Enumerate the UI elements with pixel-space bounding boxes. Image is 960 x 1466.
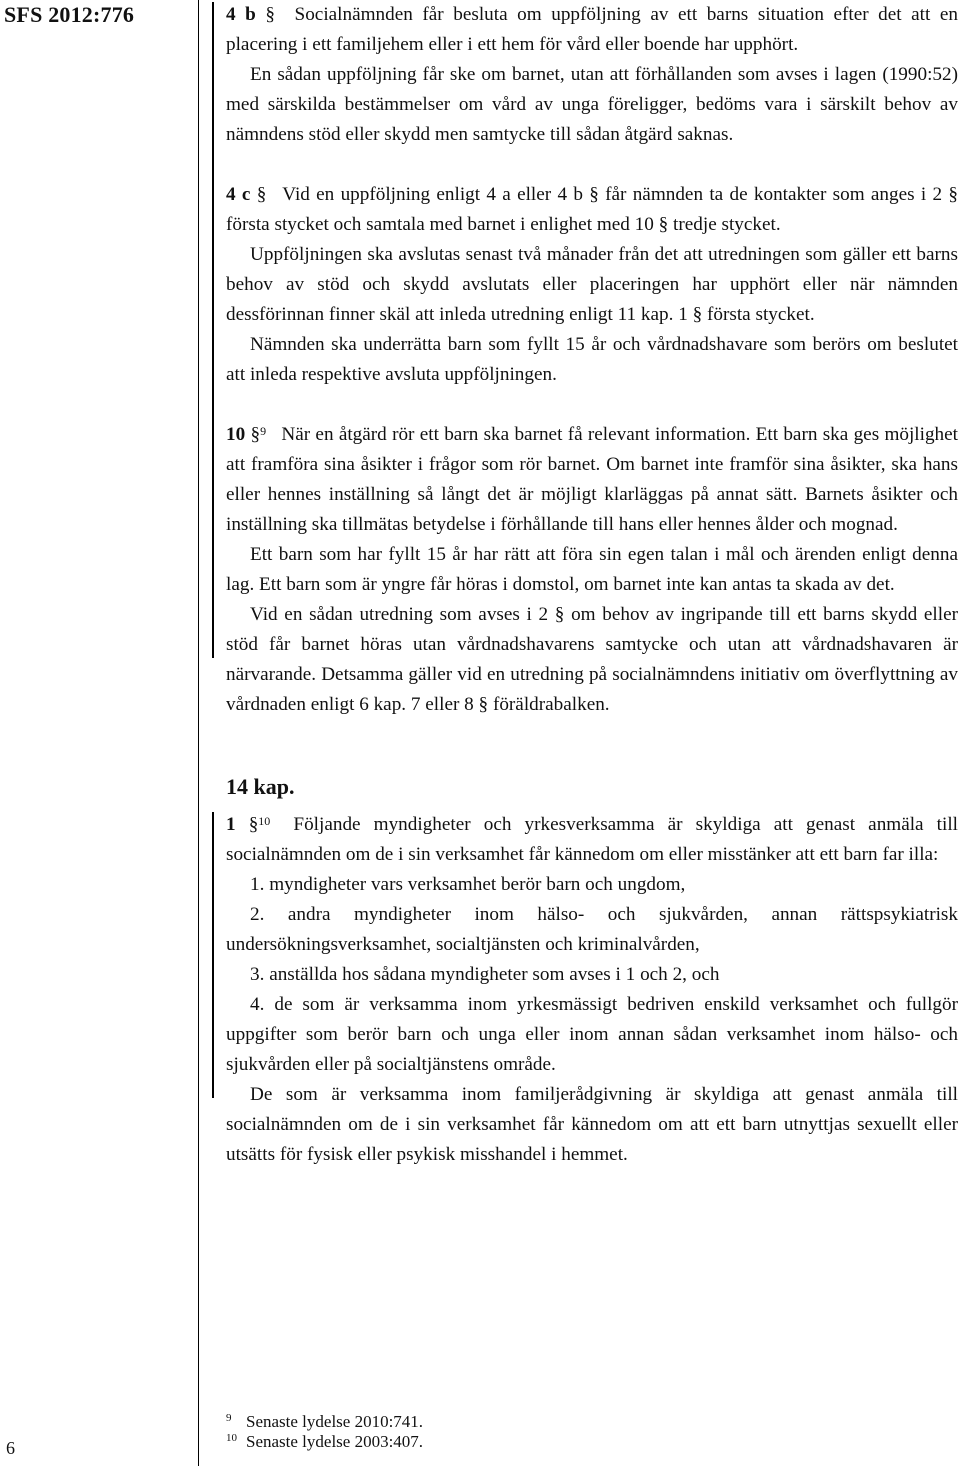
paragraph-text: Följande myndigheter och yrkesverksamma är skyldiga att genast anmäla till socialnämnden om de i sin verksamhet får kännedom om eller misstänker att ett barn far illa:: [226, 814, 959, 865]
section-sign: §: [265, 4, 275, 25]
paragraph-text: Vid en uppföljning enligt 4 a eller 4 b § får nämnden ta de kontakter som anges i 2 § första stycket och samtala med barnet i enlighet med 10 § tredje stycket.: [226, 184, 958, 235]
change-bar: [212, 2, 214, 198]
list-item: 2. andra myndigheter inom hälso- och sjukvården, annan rättspsykiatrisk undersökningsverksamhet, socialtjänsten och kriminalvården,: [226, 904, 958, 955]
section-1-paragraph-1: [226, 810, 958, 870]
section-4b: [226, 0, 958, 150]
section-sign: §: [256, 184, 267, 205]
paragraph-text: När en åtgärd rör ett barn ska barnet få relevant information. Ett barn ska ges möjlighet att framföra sina åsikter i frågor som rör barnet. Om barnet inte framför sina åsikter, ska hans eller hennes inställning så långt det är möjligt klarläggas på annat sätt. Barnets åsikter och inställning ska tillmätas betydelse i förhållande till hans eller hennes ålder och mognad.: [226, 424, 959, 535]
section-sign: §: [250, 424, 261, 445]
section-4b-paragraph-1: [226, 0, 958, 60]
section-number: 1: [226, 814, 236, 835]
sfs-header: SFS 2012:776: [4, 2, 135, 27]
footnote-number: 10: [226, 1432, 237, 1444]
chapter-title: 14 kap.: [226, 774, 295, 799]
section-number: 10: [226, 424, 246, 445]
section-number: 4 c: [226, 184, 251, 205]
section-10-paragraph-1: [226, 420, 958, 540]
list-item: 3. anställda hos sådana myndigheter som avses i 1 och 2, och: [250, 964, 720, 985]
list-item: 1. myndigheter vars verksamhet berör barn och ungdom,: [250, 874, 686, 895]
section-4c-paragraph-2: Uppföljningen ska avslutas senast två månader från det att utredningen som gäller ett barns behov av stöd och skydd avslutats eller placeringen har upphört eller när nämnden dessförinnan finner skäl att inleda utredning enligt 11 kap. 1 § första stycket.: [226, 244, 958, 325]
section-4c-paragraph-1: [226, 180, 958, 240]
section-4c-paragraph-3: Nämnden ska underrätta barn som fyllt 15 år och vårdnadshavare som berörs om beslutet att inleda respektive avsluta uppföljningen.: [226, 334, 958, 385]
main-content: [226, 0, 958, 1170]
footnote-text: Senaste lydelse 2003:407.: [246, 1432, 424, 1451]
footnote-ref: 10: [258, 814, 271, 828]
footnote: [226, 1432, 926, 1452]
section-4b-paragraph-2: En sådan uppföljning får ske om barnet, utan att förhållanden som avses i lagen (1990:52) med särskilda bestämmelser om vård av unga föreligger, bedöms vara i särskilt behov av nämndens stöd eller skydd men samtycke till sådan åtgärd saknas.: [226, 64, 958, 145]
section-4c: [226, 180, 958, 390]
section-10: [226, 420, 958, 720]
section-sign: §: [248, 814, 259, 835]
section-10-paragraph-3: Vid en sådan utredning som avses i 2 § om behov av ingripande till ett barns skydd eller stöd får barnet höras utan vårdnadshavarens samtycke och utan att vårdnadshavaren är närvarande. Detsamma gäller vid en utredning på socialnämndens initiativ om överflyttning av vårdnaden enligt 6 kap. 7 eller 8 § föräldrabalken.: [226, 604, 958, 715]
list-item: 4. de som är verksamma inom yrkesmässigt bedriven enskild verksamhet och fullgör uppgifter som berör barn och unga eller inom annan sådan verksamhet inom hälso- och sjukvården eller på socialtjänstens område.: [226, 994, 958, 1075]
change-bar: [212, 812, 214, 1098]
section-1-paragraph-2: De som är verksamma inom familjerådgivning är skyldiga att genast anmäla till socialnämnden om de i sin verksamhet får kännedom om att ett barn utnyttjas sexuellt eller utsätts för fysisk eller psykisk misshandel i hemmet.: [226, 1084, 958, 1165]
section-number: 4 b: [226, 4, 256, 25]
footnote-ref: 9: [260, 424, 267, 438]
footnotes: [226, 1412, 926, 1452]
margin-rule: [198, 0, 199, 1466]
paragraph-text: Socialnämnden får besluta om uppföljning av ett barns situation efter det att en placering i ett familjehem eller i ett hem för vård eller boende har upphört.: [226, 4, 959, 55]
page-number: 6: [6, 1438, 15, 1458]
footnote: [226, 1412, 926, 1432]
change-bar: [212, 422, 214, 658]
section-10-paragraph-2: Ett barn som har fyllt 15 år har rätt att föra sin egen talan i mål och ärenden enligt denna lag. Ett barn som är yngre får höras i domstol, om barnet inte kan antas ta skada av det.: [226, 544, 958, 595]
footnote-text: Senaste lydelse 2010:741.: [246, 1412, 424, 1431]
change-bar: [212, 182, 214, 448]
section-1: [226, 810, 958, 1170]
footnote-number: 9: [226, 1412, 232, 1424]
